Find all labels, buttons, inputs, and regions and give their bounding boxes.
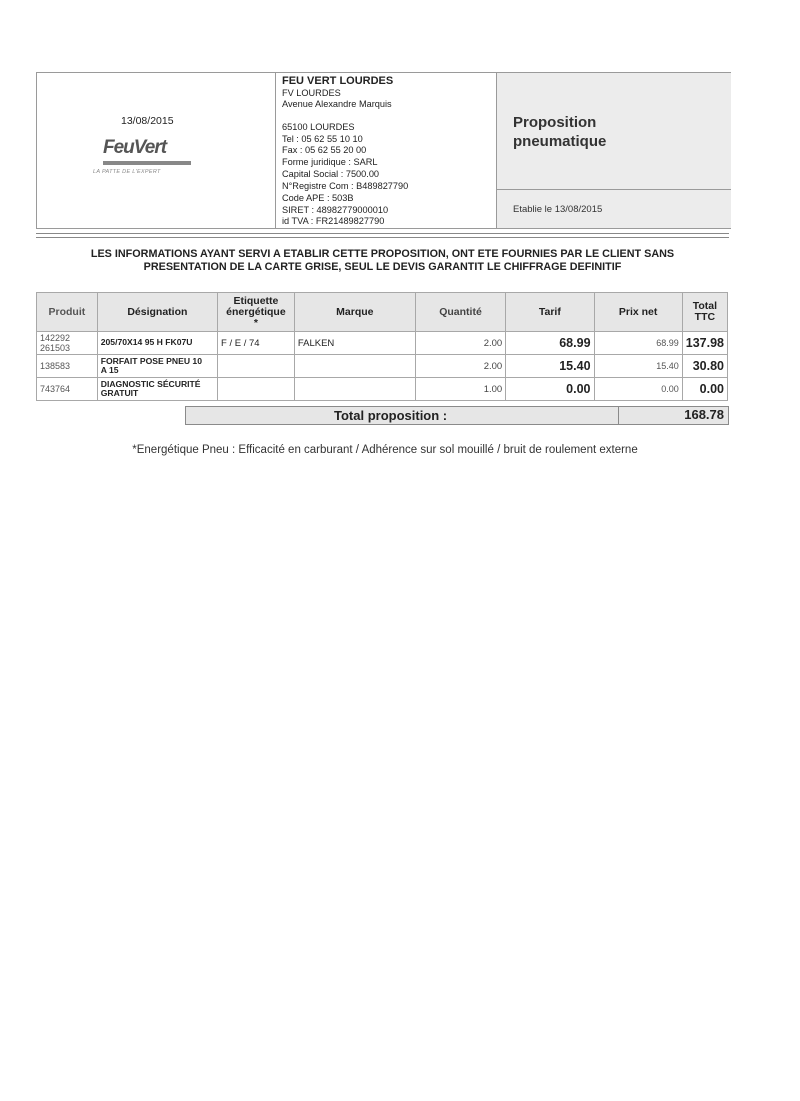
- client-notice: [40, 248, 725, 274]
- col-etiquette-line: Etiquette: [233, 294, 279, 307]
- designation-line: DIAGNOSTIC SÉCURITÉ: [100, 378, 201, 389]
- cell-etiquette: [218, 378, 295, 401]
- cell-tarif: 68.99: [506, 332, 594, 355]
- cell-total: 0.00: [682, 378, 727, 401]
- col-tarif: Tarif: [506, 293, 594, 332]
- product-code: 138583: [40, 361, 71, 371]
- cell-prix-net: 15.40: [594, 355, 682, 378]
- col-designation: Désignation: [97, 293, 217, 332]
- company-line: id TVA : FR21489827790: [282, 216, 385, 226]
- items-table: [36, 292, 728, 401]
- company-line: N°Registre Com : B489827790: [282, 181, 409, 191]
- total-proposition-bar: [185, 406, 729, 425]
- document-date: 13/08/2015: [121, 115, 174, 127]
- total-value: 168.78: [684, 407, 724, 422]
- feuvert-logo: FeuVert: [103, 137, 167, 158]
- notice-line: PRESENTATION DE LA CARTE GRISE, SEUL LE DEVIS GARANTIT LE CHIFFRAGE DEFINITIF: [143, 261, 622, 273]
- cell-quantite: 1.00: [415, 378, 505, 401]
- cell-etiquette: [218, 355, 295, 378]
- cell-total: 30.80: [682, 355, 727, 378]
- divider: [618, 407, 619, 424]
- designation-line: 205/70X14 95 H FK07U: [100, 337, 193, 348]
- company-line: 65100 LOURDES: [282, 122, 355, 132]
- col-total-line: TTC: [694, 311, 716, 323]
- table-row: [37, 355, 728, 378]
- established-date: Etablie le 13/08/2015: [513, 204, 603, 215]
- cell-tarif: 0.00: [506, 378, 594, 401]
- cell-quantite: 2.00: [415, 332, 505, 355]
- designation-line: A 15: [100, 365, 119, 375]
- company-info-panel: [276, 73, 495, 228]
- proposal-title-line: pneumatique: [513, 133, 607, 150]
- proposal-title: [513, 113, 606, 151]
- product-code: 261503: [40, 343, 71, 353]
- company-fax: Fax : 05 62 55 20 00: [282, 145, 367, 155]
- cell-prix-net: 0.00: [594, 378, 682, 401]
- cell-designation: [97, 378, 217, 401]
- company-line: Avenue Alexandre Marquis: [282, 99, 392, 109]
- divider: [497, 189, 731, 190]
- cell-marque: [294, 355, 415, 378]
- total-label: Total proposition :: [334, 408, 448, 423]
- proposal-panel: [496, 73, 731, 228]
- cell-produit: [37, 355, 98, 378]
- designation-line: GRATUIT: [100, 388, 139, 398]
- divider: [36, 233, 729, 234]
- col-produit: Produit: [37, 293, 98, 332]
- cell-etiquette: F / E / 74: [218, 332, 295, 355]
- header-block: [36, 72, 731, 229]
- cell-produit: [37, 378, 98, 401]
- table-row: [37, 378, 728, 401]
- col-quantite: Quantité: [415, 293, 505, 332]
- table-row: [37, 332, 728, 355]
- col-prix-net: Prix net: [594, 293, 682, 332]
- company-line: Forme juridique : SARL: [282, 157, 378, 167]
- logo-underline: [103, 161, 191, 165]
- cell-designation: [97, 355, 217, 378]
- col-total: [682, 293, 727, 332]
- company-line: Code APE : 503B: [282, 193, 354, 203]
- cell-produit: [37, 332, 98, 355]
- designation-line: FORFAIT POSE PNEU 10: [100, 355, 202, 366]
- company-line: SIRET : 48982779000010: [282, 205, 389, 215]
- company-phone: Tel : 05 62 55 10 10: [282, 134, 363, 144]
- company-name: FEU VERT LOURDES: [282, 75, 394, 87]
- table-header-row: [37, 293, 728, 332]
- header-logo-panel: [37, 73, 276, 228]
- cell-tarif: 15.40: [506, 355, 594, 378]
- cell-marque: FALKEN: [294, 332, 415, 355]
- cell-total: 137.98: [682, 332, 727, 355]
- col-etiquette: [218, 293, 295, 332]
- cell-quantite: 2.00: [415, 355, 505, 378]
- proposal-title-line: Proposition: [513, 114, 597, 131]
- product-code: 142292: [40, 333, 71, 343]
- energy-footnote: *Energétique Pneu : Efficacité en carburant / Adhérence sur sol mouillé / bruit de roulement externe: [132, 444, 638, 456]
- col-total-line: Total: [692, 300, 718, 312]
- col-etiquette-line: *: [253, 316, 258, 329]
- divider: [36, 237, 729, 238]
- cell-designation: [97, 332, 217, 355]
- col-marque: Marque: [294, 293, 415, 332]
- company-line: FV LOURDES: [282, 88, 341, 98]
- product-code: 743764: [40, 384, 71, 394]
- cell-prix-net: 68.99: [594, 332, 682, 355]
- company-line: Capital Social : 7500.00: [282, 169, 380, 179]
- col-etiquette-line: énergétique: [226, 305, 286, 318]
- logo-tagline: LA PATTE DE L'EXPERT: [93, 169, 161, 175]
- notice-line: LES INFORMATIONS AYANT SERVI A ETABLIR CETTE PROPOSITION, ONT ETE FOURNIES PAR LE CLIENT SANS: [90, 248, 675, 260]
- cell-marque: [294, 378, 415, 401]
